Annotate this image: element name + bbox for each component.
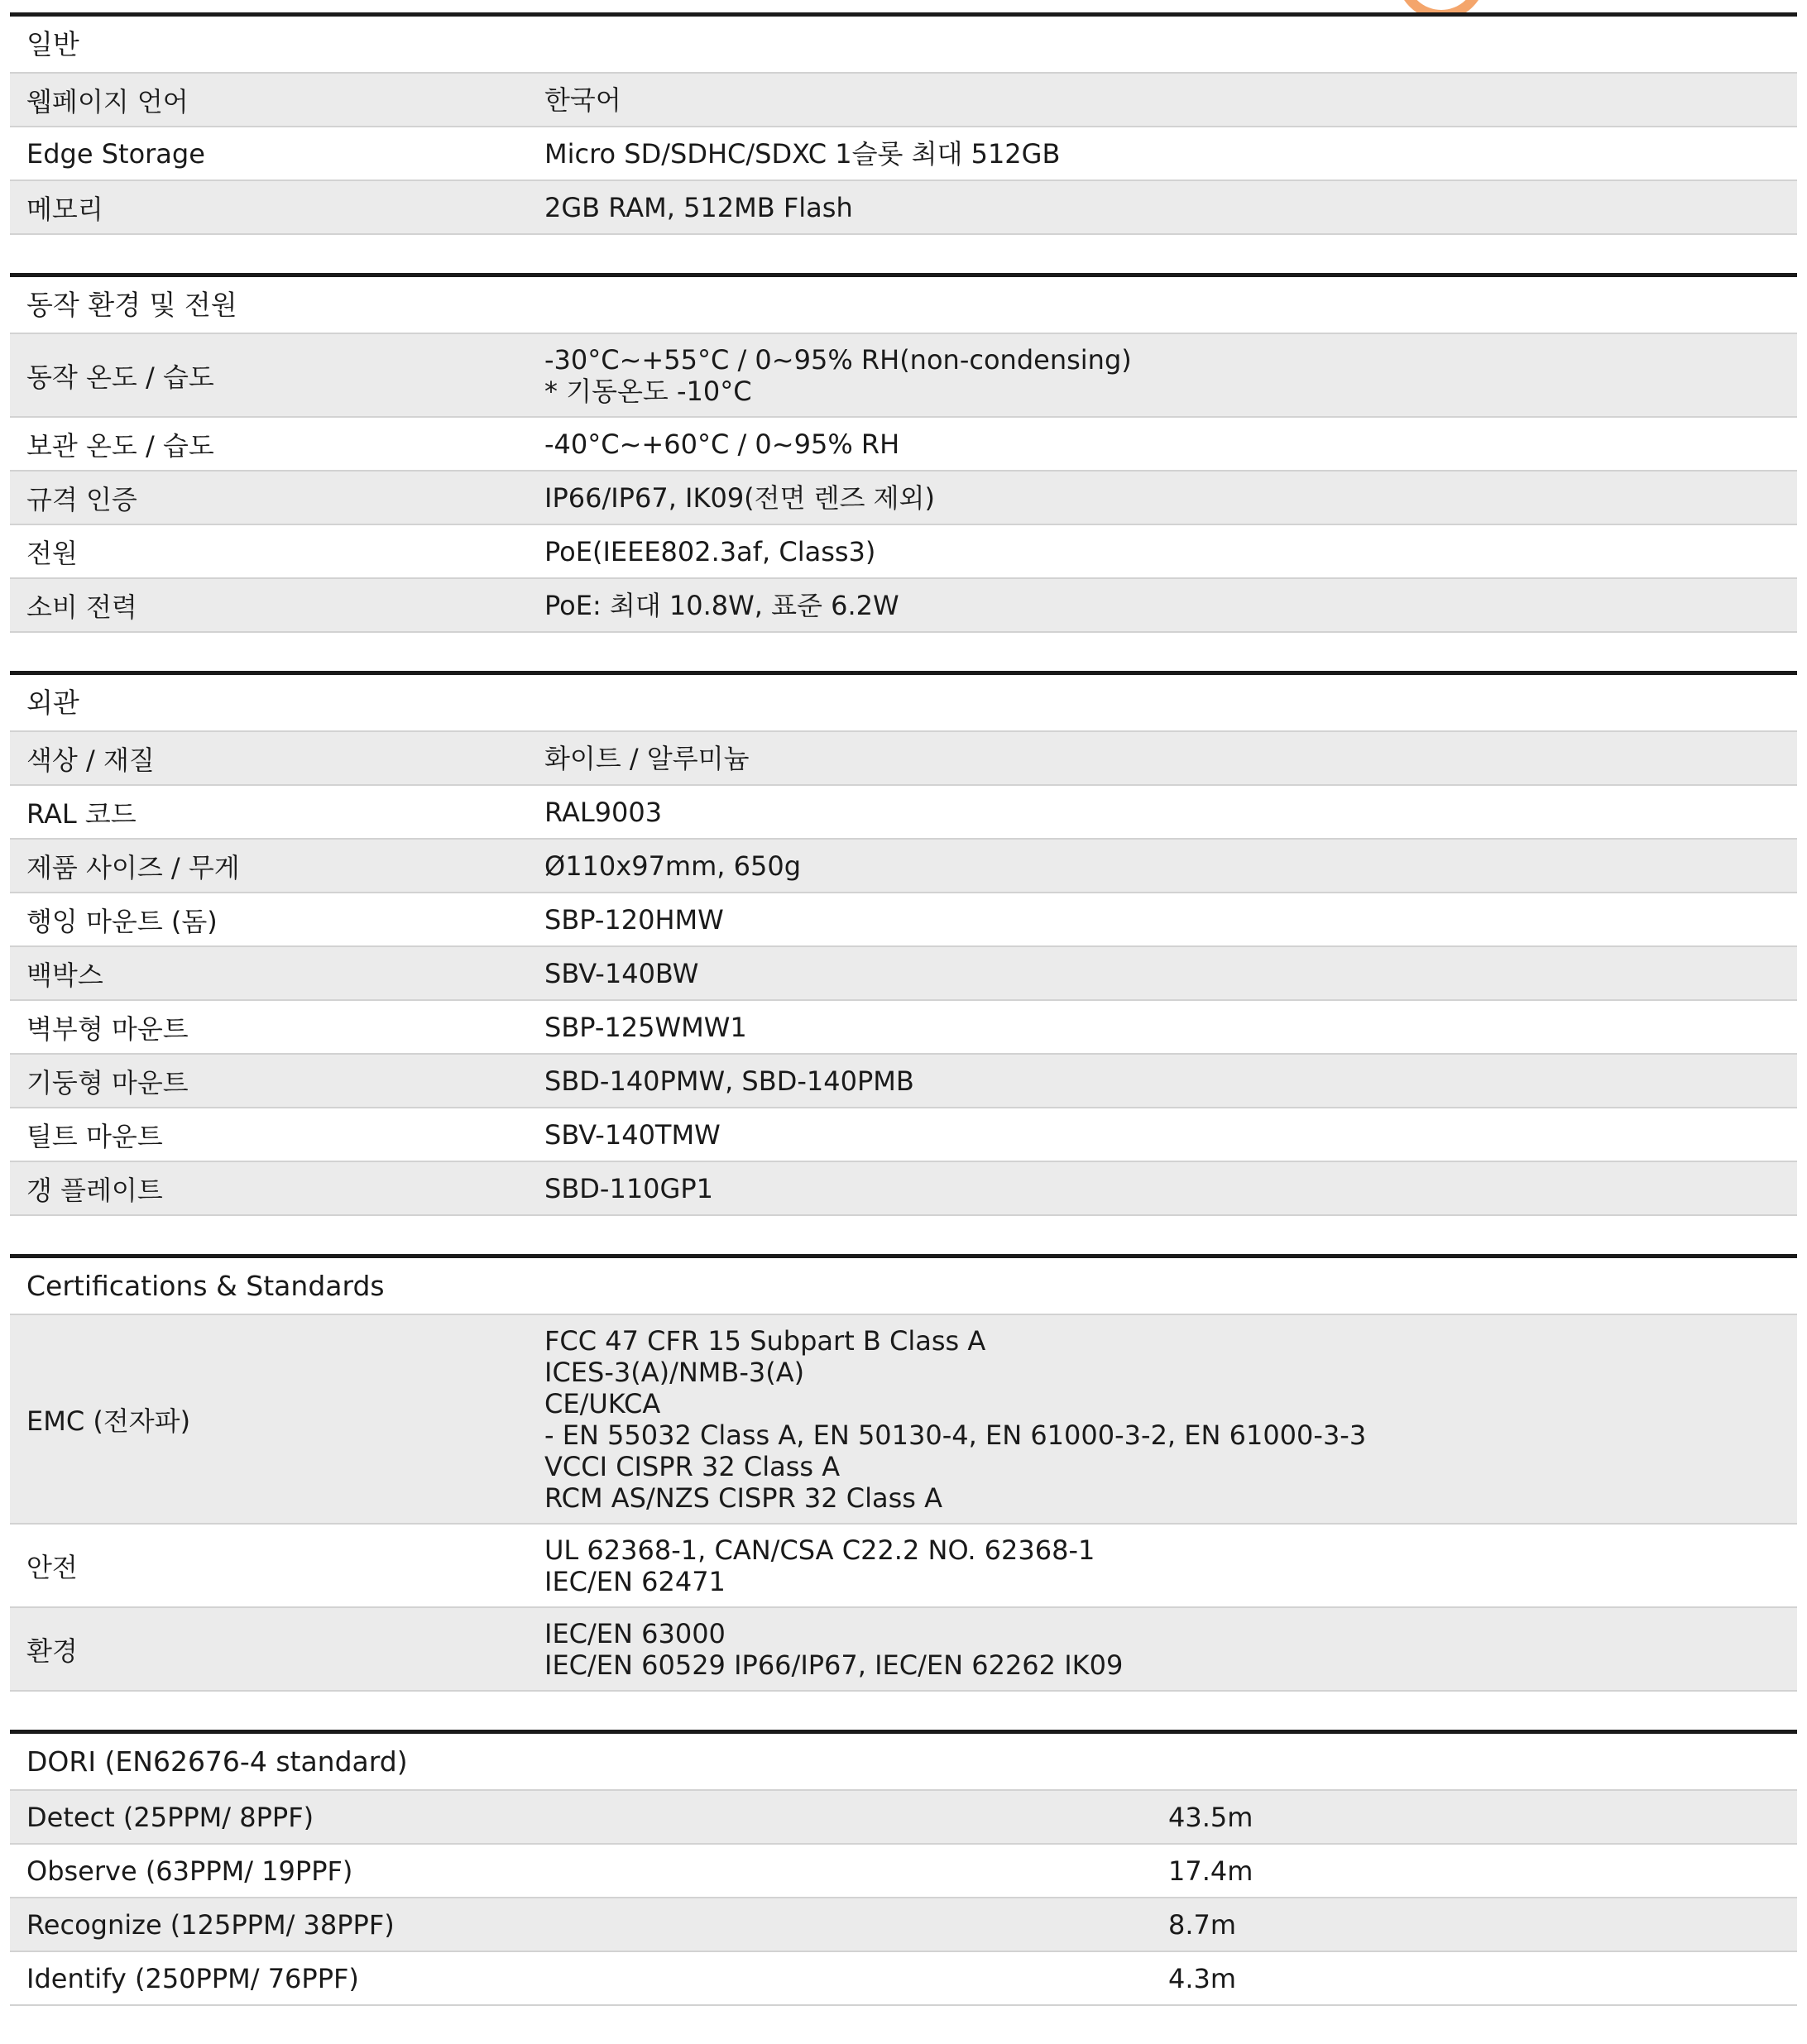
spec-value-line: 17.4m: [1168, 1855, 1253, 1887]
spec-value-line: IEC/EN 63000: [544, 1617, 726, 1649]
spec-row: [10, 418, 1797, 472]
spec-label: Identify (250PPM/ 76PPF): [26, 1962, 359, 1994]
spec-label: 안전: [26, 1551, 78, 1583]
spec-label: EMC (전자파): [26, 1405, 191, 1437]
section-title: 외관: [10, 675, 1797, 732]
spec-section: [10, 671, 1797, 1216]
spec-value-line: ICES-3(A)/NMB-3(A): [544, 1356, 805, 1388]
spec-label: 색상 / 재질: [26, 744, 155, 776]
spec-label: RAL 코드: [26, 797, 137, 830]
spec-row: [10, 127, 1797, 181]
spec-row: [10, 525, 1797, 579]
spec-value: [544, 1108, 1797, 1161]
spec-value-line: UL 62368-1, CAN/CSA C22.2 NO. 62368-1: [544, 1534, 1095, 1566]
spec-value: [544, 786, 1797, 838]
spec-row: [10, 1845, 1797, 1898]
spec-label: 환경: [26, 1635, 78, 1667]
spec-row: [10, 1055, 1797, 1108]
spec-label: 틸트 마운트: [26, 1120, 163, 1152]
spec-value: [544, 947, 1797, 999]
spec-label: 메모리: [26, 193, 103, 225]
spec-value-line: RCM AS/NZS CISPR 32 Class A: [544, 1482, 943, 1514]
spec-row: [10, 1952, 1797, 2006]
spec-value-line: 43.5m: [1168, 1801, 1253, 1833]
section-title: 일반: [10, 17, 1797, 74]
spec-value-line: RAL9003: [544, 796, 663, 828]
spec-value-line: 8.7m: [1168, 1908, 1237, 1941]
spec-value-line: PoE: 최대 10.8W, 표준 6.2W: [544, 589, 899, 621]
spec-value-line: Ø110x97mm, 650g: [544, 850, 801, 882]
spec-row: [10, 893, 1797, 947]
spec-value-line: FCC 47 CFR 15 Subpart B Class A: [544, 1324, 986, 1357]
spec-value: [544, 334, 1797, 416]
spec-table: [10, 12, 1797, 2044]
spec-row: [10, 947, 1797, 1001]
spec-row: [10, 579, 1797, 633]
spec-value-line: IEC/EN 62471: [544, 1565, 726, 1597]
spec-value: [544, 472, 1797, 524]
spec-value-line: - EN 55032 Class A, EN 50130-4, EN 61000-3-2, EN 61000-3-3: [544, 1419, 1367, 1451]
spec-value: [544, 127, 1797, 180]
spec-value: [544, 181, 1797, 233]
spec-value-line: SBD-110GP1: [544, 1172, 713, 1204]
spec-label: Observe (63PPM/ 19PPF): [26, 1855, 353, 1887]
spec-value-line: IP66/IP67, IK09(전면 렌즈 제외): [544, 481, 935, 514]
spec-value-line: 화이트 / 알루미늄: [544, 742, 750, 774]
spec-value: [544, 1001, 1797, 1053]
spec-label: 동작 온도 / 습도: [26, 361, 214, 393]
spec-label: Recognize (125PPM/ 38PPF): [26, 1908, 395, 1941]
spec-label: 기둥형 마운트: [26, 1066, 189, 1099]
spec-value-line: -40°C~+60°C / 0~95% RH: [544, 428, 900, 460]
spec-row: [10, 1315, 1797, 1525]
spec-value: [544, 74, 1797, 126]
spec-value: [544, 525, 1797, 577]
spec-section: [10, 273, 1797, 633]
spec-row: [10, 840, 1797, 893]
spec-row: [10, 1162, 1797, 1216]
spec-value-line: -30°C~+55°C / 0~95% RH(non-condensing): [544, 343, 1132, 376]
spec-label: 갱 플레이트: [26, 1174, 163, 1206]
spec-row: [10, 74, 1797, 127]
spec-value: [1168, 1791, 1797, 1843]
spec-value: [544, 1315, 1797, 1523]
spec-value-line: 2GB RAM, 512MB Flash: [544, 191, 853, 223]
spec-row: [10, 1001, 1797, 1055]
spec-row: [10, 732, 1797, 786]
spec-value: [1168, 1952, 1797, 2004]
spec-row: [10, 1525, 1797, 1608]
spec-row: [10, 334, 1797, 418]
spec-value-line: SBP-125WMW1: [544, 1011, 747, 1043]
spec-label: 웹페이지 언어: [26, 85, 189, 117]
spec-label: 행잉 마운트 (돔): [26, 905, 218, 937]
spec-row: [10, 786, 1797, 840]
spec-label: 규격 인증: [26, 483, 137, 515]
spec-row: [10, 472, 1797, 525]
spec-value: [544, 579, 1797, 631]
spec-value: [544, 1162, 1797, 1214]
spec-row: [10, 1791, 1797, 1845]
spec-value: [544, 1608, 1797, 1690]
spec-label: 소비 전력: [26, 591, 137, 623]
spec-value-line: 한국어: [544, 84, 621, 116]
section-title: Certifications & Standards: [10, 1258, 1797, 1315]
spec-value-line: * 기동온도 -10°C: [544, 375, 752, 407]
spec-section: [10, 1254, 1797, 1692]
spec-value-line: SBV-140BW: [544, 957, 699, 989]
spec-label: Detect (25PPM/ 8PPF): [26, 1801, 314, 1833]
spec-value-line: Micro SD/SDHC/SDXC 1슬롯 최대 512GB: [544, 137, 1061, 170]
spec-value: [544, 1055, 1797, 1107]
spec-label: 보관 온도 / 습도: [26, 429, 214, 462]
section-title: 동작 환경 및 전원: [10, 277, 1797, 334]
spec-value: [544, 732, 1797, 784]
spec-label: 벽부형 마운트: [26, 1012, 189, 1045]
spec-value: [544, 893, 1797, 945]
spec-value-line: IEC/EN 60529 IP66/IP67, IEC/EN 62262 IK09: [544, 1649, 1124, 1681]
spec-row: [10, 1608, 1797, 1692]
spec-section: [10, 1730, 1797, 2006]
spec-value: [544, 418, 1797, 470]
section-title: DORI (EN62676-4 standard): [10, 1734, 1797, 1791]
spec-label: 백박스: [26, 959, 103, 991]
spec-value-line: PoE(IEEE802.3af, Class3): [544, 535, 876, 567]
spec-value: [1168, 1845, 1797, 1897]
spec-row: [10, 1898, 1797, 1952]
spec-value-line: SBP-120HMW: [544, 903, 724, 936]
spec-value-line: 4.3m: [1168, 1962, 1237, 1994]
spec-value: [1168, 1898, 1797, 1951]
spec-section: [10, 12, 1797, 235]
spec-value: [544, 1525, 1797, 1606]
spec-value: [544, 840, 1797, 892]
spec-value-line: SBD-140PMW, SBD-140PMB: [544, 1065, 914, 1097]
spec-label: 제품 사이즈 / 무게: [26, 851, 240, 883]
spec-value-line: CE/UKCA: [544, 1387, 661, 1419]
spec-value-line: VCCI CISPR 32 Class A: [544, 1450, 841, 1482]
spec-value-line: SBV-140TMW: [544, 1118, 721, 1151]
spec-row: [10, 1108, 1797, 1162]
spec-label: Edge Storage: [26, 137, 205, 170]
spec-row: [10, 181, 1797, 235]
spec-label: 전원: [26, 537, 78, 569]
